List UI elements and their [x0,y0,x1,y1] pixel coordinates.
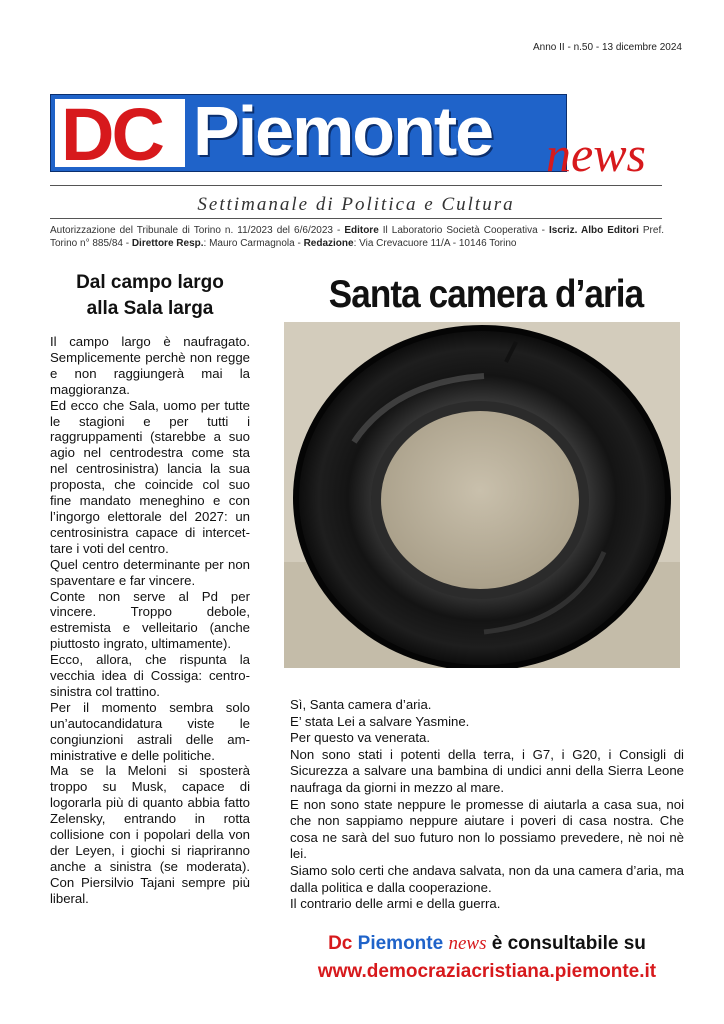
legal-redazione-label: Redazione [303,238,354,249]
masthead-divider [50,185,662,186]
main-article-body [290,697,684,913]
main-paragraph: Sì, Santa camera d’aria. [290,697,432,712]
left-paragraph: Il campo largo è naufragato. Semplicemente perchè non regge e non raggiungerà mai la maggioranza. [50,334,250,397]
issue-line: Anno II - n.50 - 13 dicembre 2024 [533,42,682,53]
legal-notice [50,224,664,250]
legal-iscriz-value: Pref. Torino n° 885/84 - [50,225,664,249]
promo-line [284,932,690,956]
legal-editore-value: Il Laboratorio Società Cooperativa - [378,225,549,236]
left-article-body [50,334,250,907]
main-paragraph: Non sono stati i potenti della terra, i G7, i G20, i Consigli di Sicurezza a salvare una bambina di undici anni della Sierra Leone naufraga da giorni in mezzo al mare. [290,746,684,795]
subtitle-divider [50,218,662,219]
logo-dc-box [55,93,185,176]
legal-redazione-value: : Via Crevacuore 11/A - 10146 Torino [353,238,517,249]
logo-bar [50,92,567,176]
left-paragraph: Ed ecco che Sala, uomo per tutte le stagioni e per tutti i raggruppamenti (starebbe a suo agio nel centrodestra come sta nel centrosinistra) lancia la sua proposta, che coincide col suo fine mandato meneghino e con l’ingorgo elettorale del 2027: un centrosinistra capace di intercettare i voti del centro. [50,397,250,556]
main-article-title: Santa camera d’aria [328,273,644,316]
promo-news: news [448,933,487,954]
logo-piemonte: Piemonte [193,92,493,170]
main-paragraph: E non sono state neppure le promesse di aiutarla a casa sua, noi che non sappiamo neppure aiutare i poveri di casa nostra. Che cosa ne sarà del suo futuro non lo possiamo prevedere, nè noi nè lei. [290,796,684,862]
promo-url-link[interactable]: www.democraziacristiana.piemonte.it [317,961,657,982]
main-paragraph: E’ stata Lei a salvare Yasmine. [290,713,470,729]
legal-part1: Autorizzazione del Tribunale di Torino n. 11/2023 del 6/6/2023 - [50,225,345,236]
logo-dc: DC [61,93,162,176]
promo-rest: è consultabile su [491,933,646,954]
main-paragraph: Il contrario delle armi e della guerra. [290,896,501,912]
left-paragraph: Ma se la Meloni si sposterà troppo su Musk, capace di logorarla più di quanto abbia fatto Zelensky, entrando in rotta collisione con i popolari della von der Leyen, i giochi si riapriranno anche a sinistra (se moderata). Con Piersilvio Tajani sempre più liberal. [50,763,250,906]
inner-tube-image [284,322,680,668]
inner-tube-photo [284,322,680,668]
left-title-line2: alla Sala larga [86,298,214,319]
masthead-subtitle: Settimanale di Politica e Cultura [197,194,515,215]
promo-piemonte: Piemonte [357,933,444,954]
main-paragraph: Per questo va venerata. [290,730,431,746]
legal-iscriz-label: Iscriz. Albo Editori [549,225,639,236]
legal-editore-label: Editore [344,225,379,236]
legal-direttore-value: : Mauro Carmagnola - [203,238,304,249]
promo-dc: Dc [328,933,353,954]
main-paragraph: Siamo solo certi che andava salvata, non da una camera d’aria, ma dalla politica e dalla cooperazione. [290,862,684,895]
left-article [50,270,250,907]
logo-news: news [546,126,646,182]
left-article-title [50,270,250,322]
left-paragraph: Per il momento sembra solo un’autocandidatura viste le congiunzioni astrali delle amministrative e delle politiche. [50,699,250,763]
left-paragraph: Quel centro determinante per non spaventare e far vincere. [50,556,250,588]
left-paragraph: Conte non serve al Pd per vincere. Troppo debole, estremista e velleitario (anche piuttosto ingrato, ultimamente). [50,588,250,652]
left-title-line1: Dal campo largo [76,272,224,293]
left-paragraph: Ecco, allora, che rispunta la vecchia idea di Cossiga: centro-sinistra col trattino. [50,652,250,699]
masthead [50,94,672,194]
legal-direttore-label: Direttore Resp. [131,238,204,249]
